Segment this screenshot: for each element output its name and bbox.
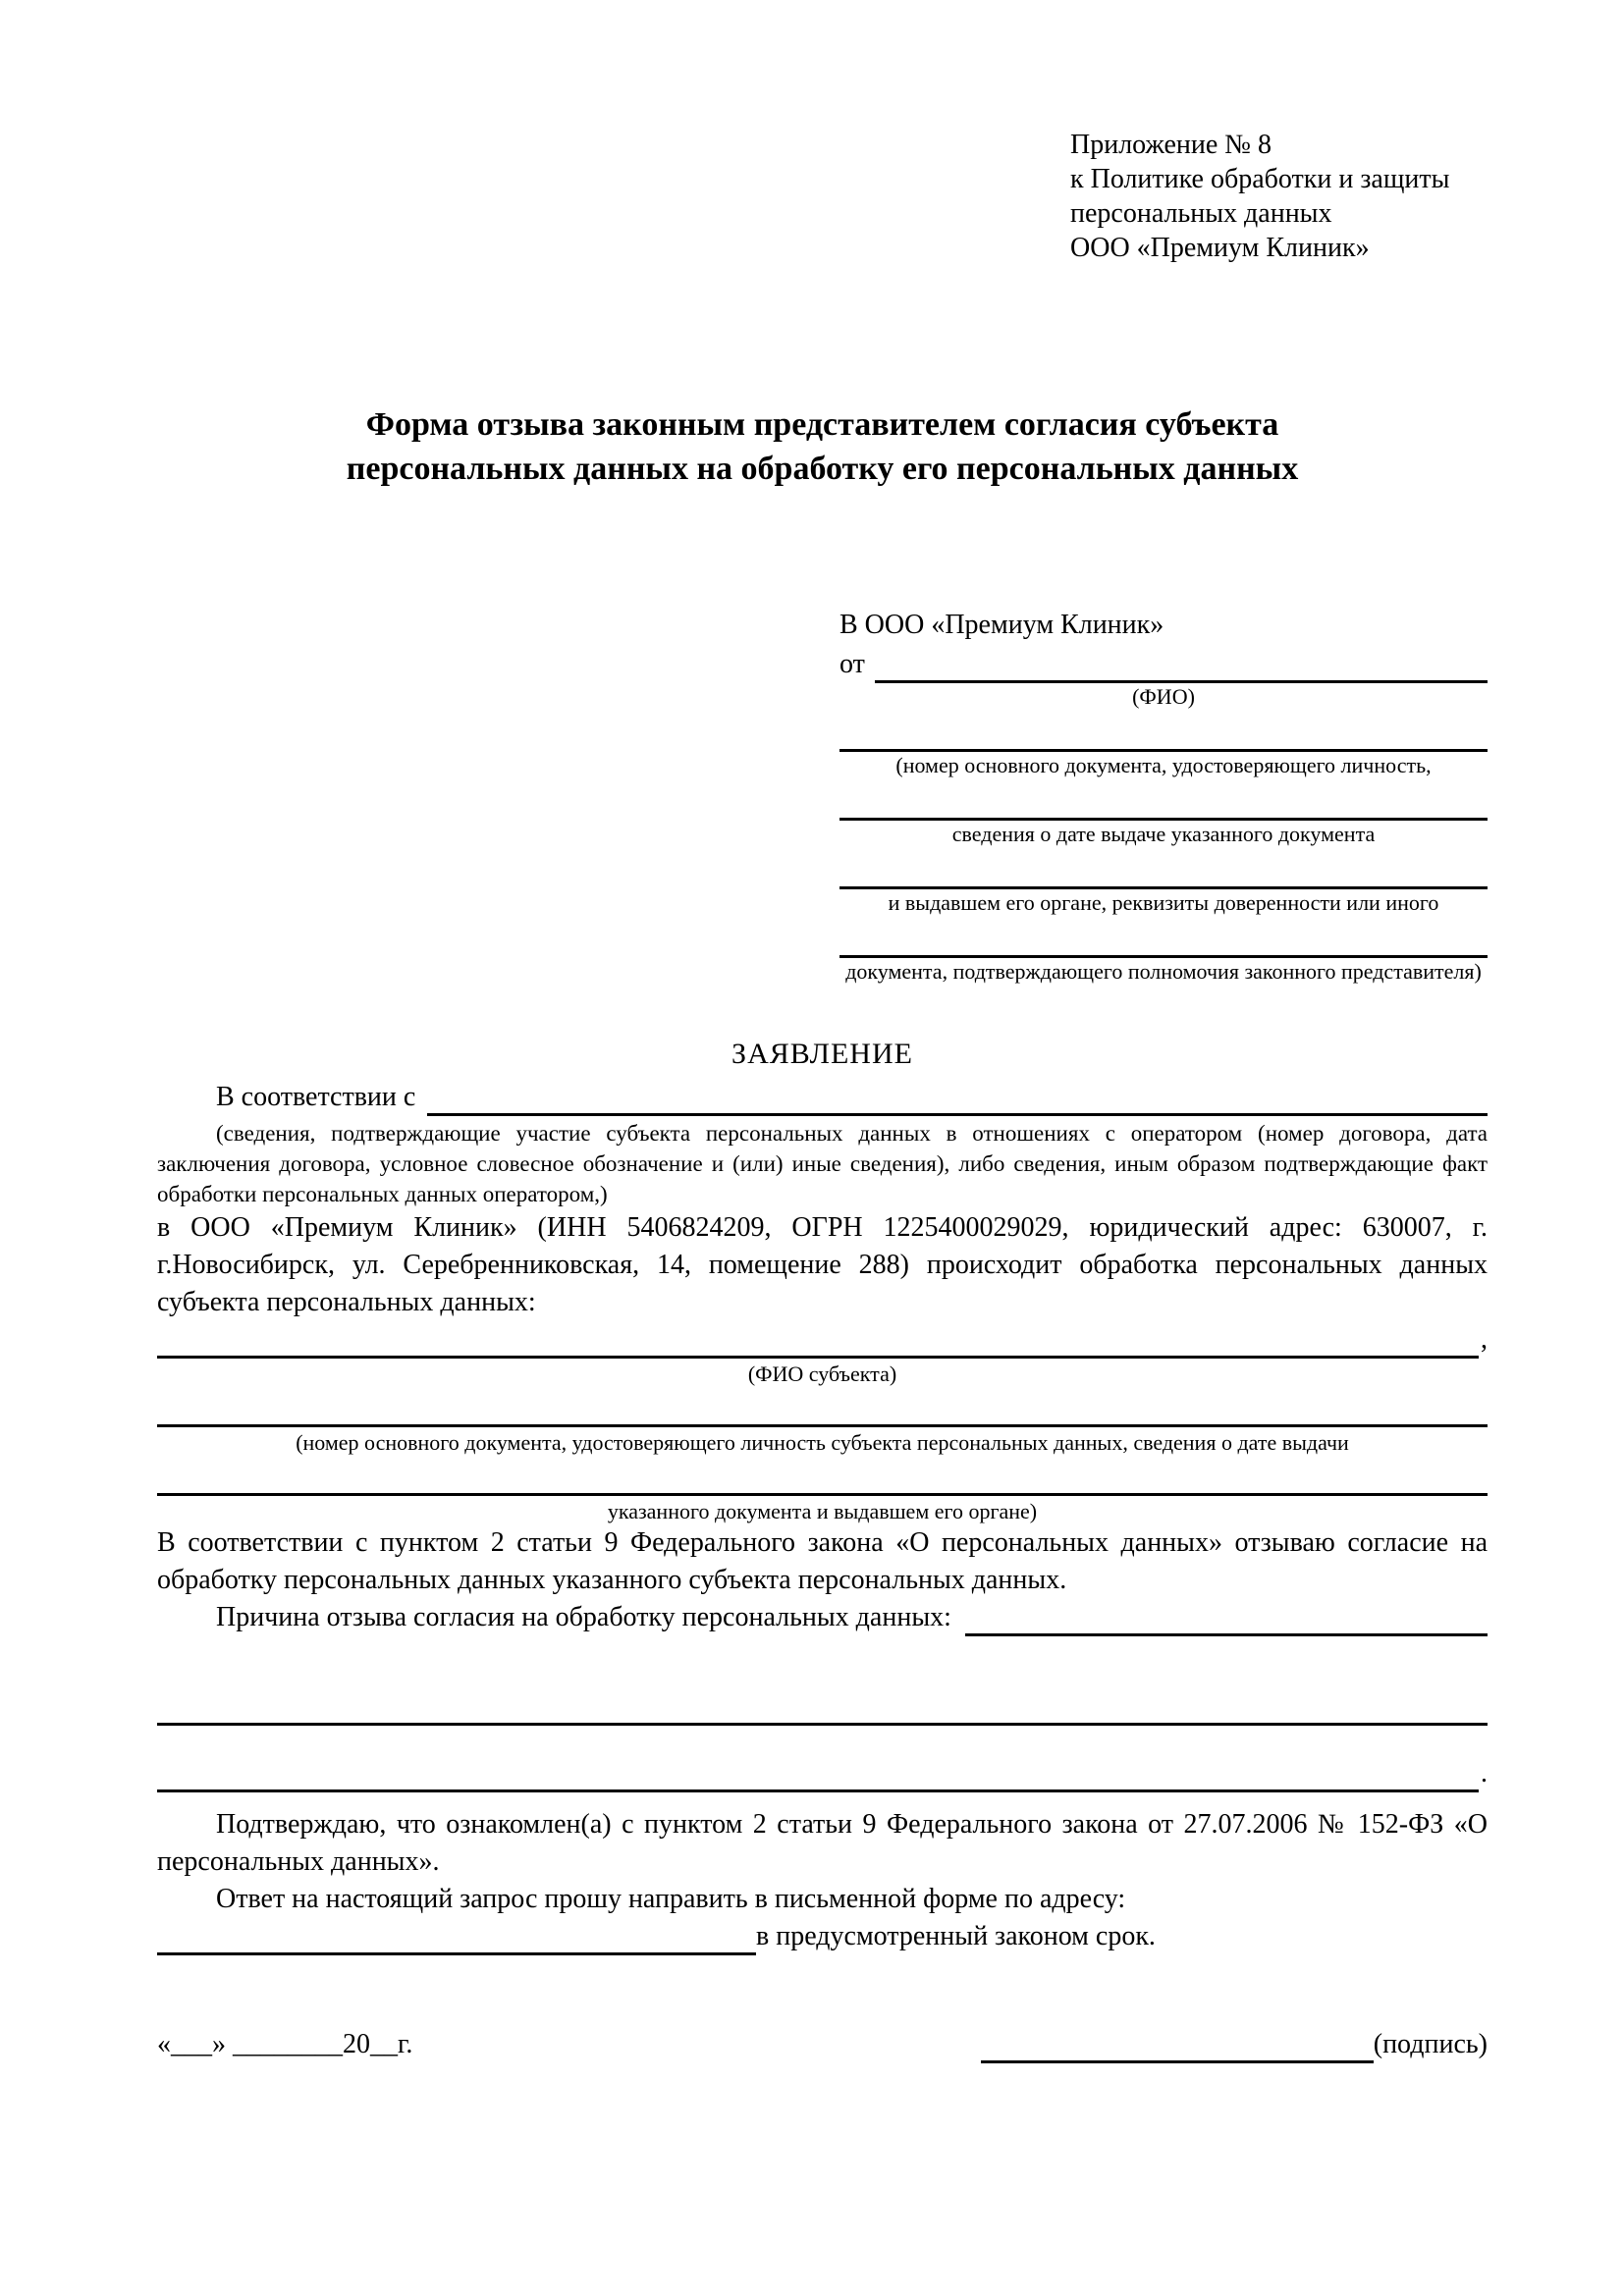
reason-label: Причина отзыва согласия на обработку персональных данных: bbox=[216, 1602, 951, 1632]
statement-heading: ЗАЯВЛЕНИЕ bbox=[731, 1038, 913, 1070]
representative-doc-input-line-4[interactable] bbox=[839, 926, 1488, 958]
representative-doc-caption-2: сведения о дате выдаче указанного документа bbox=[951, 822, 1376, 846]
response-paragraph-line1: Ответ на настоящий запрос прошу направить в письменной форме по адресу: bbox=[216, 1884, 1126, 1914]
representative-doc-pair bbox=[839, 788, 1488, 847]
reason-input-line-3[interactable] bbox=[157, 1760, 1479, 1792]
accordance-note: (сведения, подтверждающие участие субъекта персональных данных в отношениях с оператором (номер договора, дата заключения договора, условное словесное обозначение и (или) иные сведения), либо сведения, иным образом подтверждающие факт обработки персональных данных оператором,) bbox=[157, 1121, 1488, 1206]
trailing-period: . bbox=[1481, 1758, 1488, 1789]
subject-doc-line-2 bbox=[157, 1469, 1488, 1496]
withdrawal-paragraph: В соответствии с пунктом 2 статьи 9 Федерального закона «О персональных данных» отзываю согласие на обработку персональных данных указанного субъекта персональных данных. bbox=[157, 1527, 1488, 1595]
operator-paragraph: в ООО «Премиум Клиник» (ИНН 5406824209, ОГРН 1225400029029, юридический адрес: 630007, г. г.Новосибирск, ул. Серебренниковская, 14, помещение 288) происходит обработка персональных данных субъекта персональных данных: bbox=[157, 1212, 1488, 1317]
subject-doc-caption-2: указанного документа и выдавшем его органе) bbox=[607, 1499, 1038, 1523]
accordance-input-line[interactable] bbox=[427, 1084, 1488, 1116]
response-paragraph-line2 bbox=[157, 1918, 1488, 1955]
representative-fio-input-line[interactable] bbox=[875, 651, 1488, 683]
reason-input-line-2[interactable] bbox=[157, 1693, 1488, 1726]
representative-doc-caption-1: (номер основного документа, удостоверяющего личность, bbox=[895, 753, 1432, 777]
accordance-line bbox=[157, 1079, 1488, 1116]
representative-doc-caption-3: и выдавшем его органе, реквизиты доверенности или иного bbox=[888, 890, 1439, 915]
date-line: «___» ________20__г. bbox=[157, 2029, 413, 2059]
subject-fio-caption: (ФИО субъекта) bbox=[747, 1362, 897, 1386]
footer bbox=[157, 2026, 1488, 2063]
reason-input-line[interactable] bbox=[965, 1604, 1488, 1636]
signature-caption: (подпись) bbox=[1373, 2029, 1488, 2059]
signature-group bbox=[981, 2026, 1488, 2063]
appendix-header-line: ООО «Премиум Клиник» bbox=[1070, 233, 1370, 263]
signature-input-line[interactable] bbox=[981, 2031, 1374, 2063]
reason-line-3 bbox=[157, 1755, 1488, 1792]
subject-doc-input-line-1[interactable] bbox=[157, 1401, 1488, 1427]
trailing-comma: , bbox=[1481, 1324, 1488, 1355]
from-line bbox=[839, 646, 1488, 683]
accordance-label: В соответствии с bbox=[216, 1082, 416, 1112]
appendix-header-line: Приложение № 8 bbox=[1070, 130, 1272, 160]
reason-line bbox=[157, 1599, 1488, 1636]
representative-doc-pair bbox=[839, 926, 1488, 985]
fio-caption: (ФИО) bbox=[1132, 684, 1195, 709]
subject-doc-input-line-2[interactable] bbox=[157, 1469, 1488, 1496]
representative-doc-input-line-2[interactable] bbox=[839, 788, 1488, 821]
appendix-header-line: персональных данных bbox=[1070, 198, 1332, 229]
confirm-paragraph: Подтверждаю, что ознакомлен(а) с пунктом 2 статьи 9 Федерального закона от 27.07.2006 № 152-ФЗ «О персональных данных». bbox=[157, 1809, 1488, 1877]
response-line2-tail: в предусмотренный законом срок. bbox=[756, 1921, 1156, 1951]
representative-doc-input-line-3[interactable] bbox=[839, 857, 1488, 889]
recipient-organization: В ООО «Премиум Клиник» bbox=[839, 610, 1164, 640]
appendix-header-line: к Политике обработки и защиты bbox=[1070, 164, 1450, 194]
subject-fio-line bbox=[157, 1321, 1488, 1359]
representative-doc-input-line-1[interactable] bbox=[839, 720, 1488, 752]
representative-doc-pair bbox=[839, 857, 1488, 916]
subject-doc-caption-1: (номер основного документа, удостоверяющего личность субъекта персональных данных, сведения о дате выдачи bbox=[296, 1430, 1349, 1455]
response-address-input-line[interactable] bbox=[157, 1923, 756, 1955]
subject-fio-input-line[interactable] bbox=[157, 1326, 1479, 1359]
recipient-block bbox=[839, 607, 1488, 985]
representative-doc-pair bbox=[839, 720, 1488, 778]
appendix-header bbox=[1070, 128, 1488, 265]
from-label: от bbox=[839, 649, 865, 679]
document-title: Форма отзыва законным представителем согласия субъекта персональных данных на обработку его персональных данных bbox=[346, 406, 1299, 487]
representative-doc-caption-4: документа, подтверждающего полномочия законного представителя) bbox=[845, 959, 1482, 984]
subject-doc-line-1 bbox=[157, 1401, 1488, 1427]
